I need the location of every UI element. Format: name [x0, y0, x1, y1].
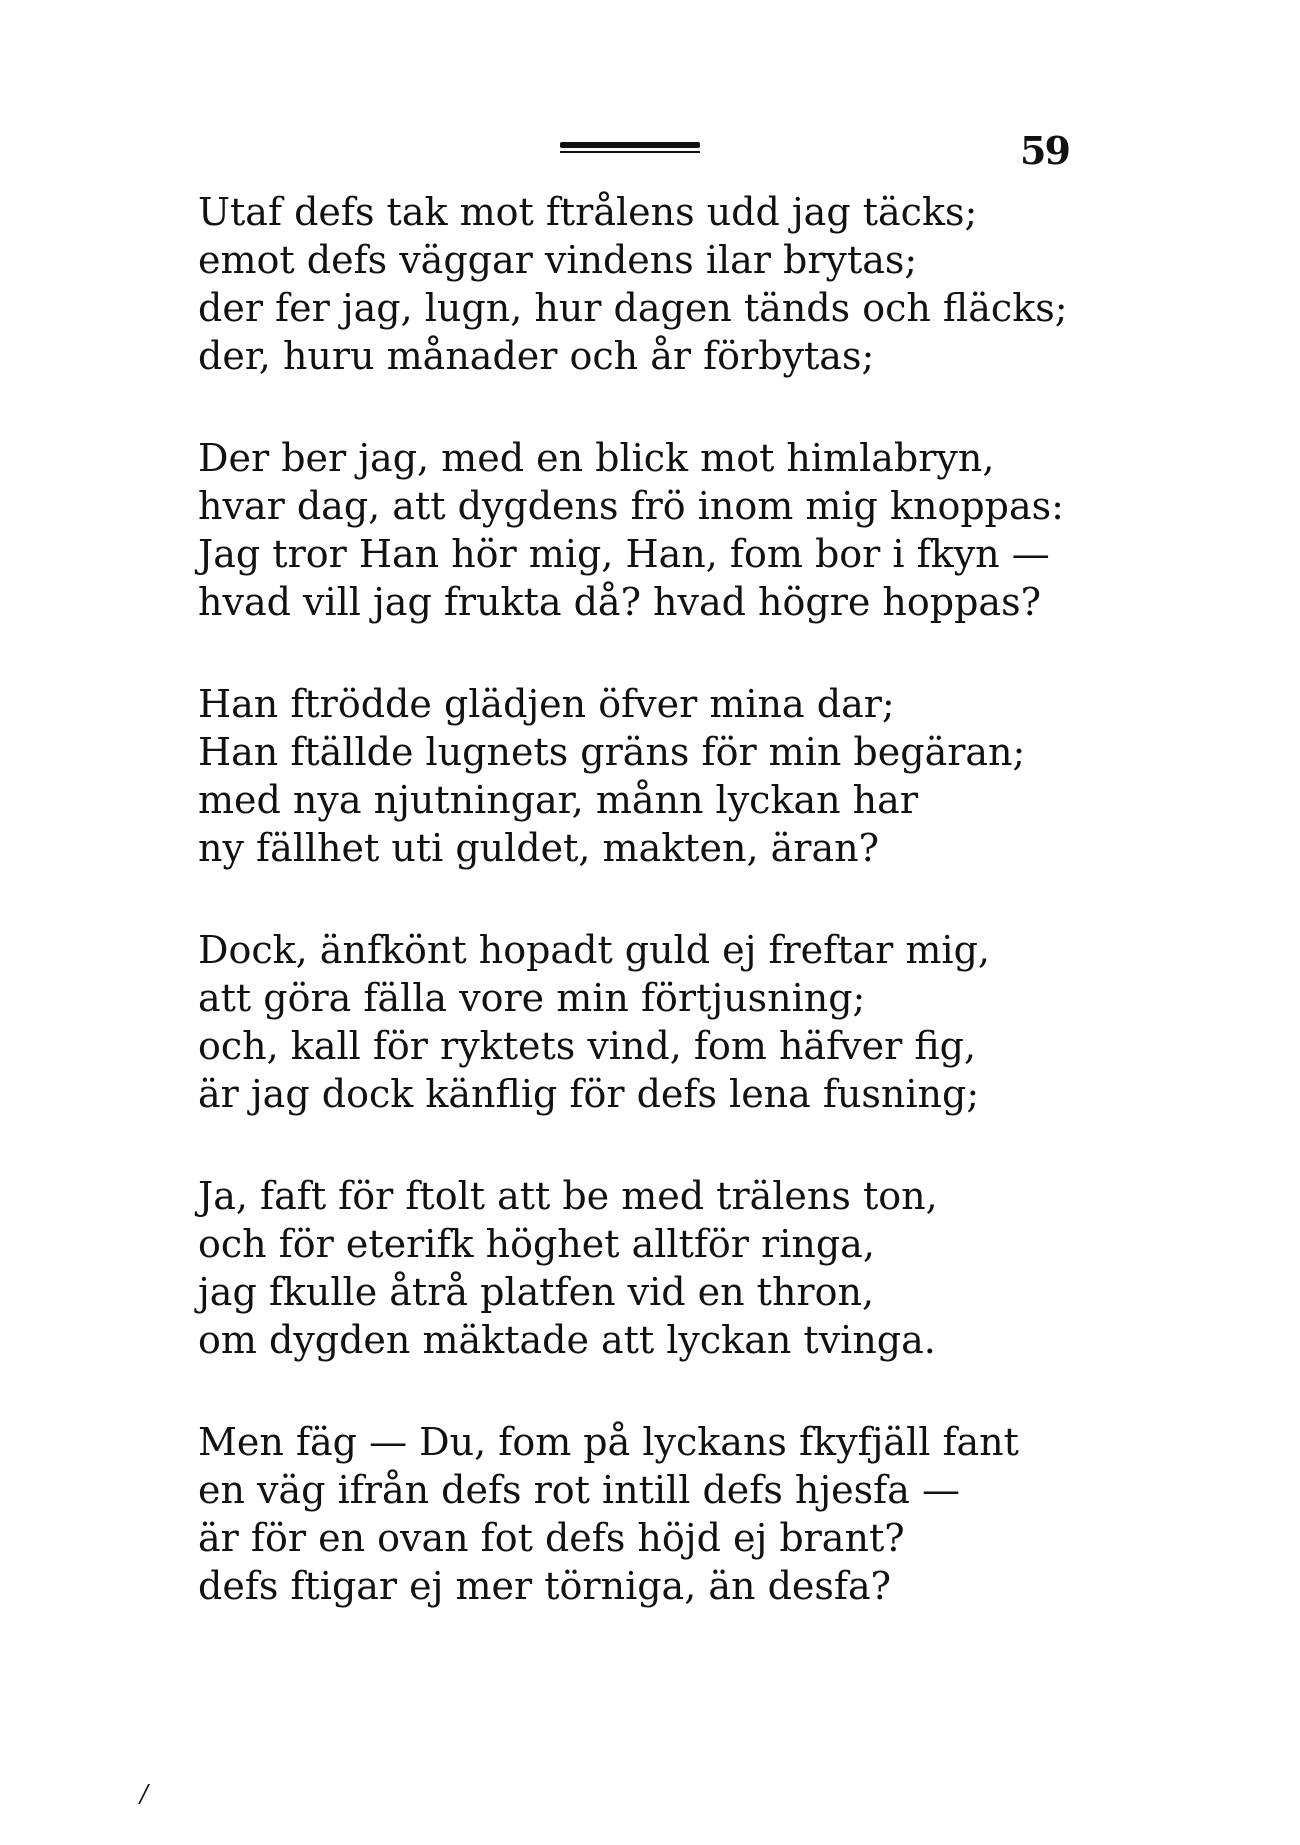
page-number: 59 [1020, 128, 1069, 173]
stanza-6 [198, 1418, 1098, 1610]
poem-line: Jag tror Han hör mig, Han, fom bor i fkyn — [198, 532, 1050, 576]
poem-line: emot defs väggar vindens ilar brytas; [198, 238, 918, 282]
poem-line: ny fällhet uti guldet, makten, äran? [198, 826, 879, 870]
poem-line: är jag dock känflig för defs lena fusning; [198, 1072, 980, 1116]
poem-line: hvar dag, att dygdens frö inom mig knoppas: [198, 484, 1064, 528]
poem-line: Dock, änfkönt hopadt guld ej freftar mig, [198, 928, 990, 972]
poem-line: Han ftrödde glädjen öfver mina dar; [198, 682, 895, 726]
stanza-1 [198, 188, 1098, 380]
poem [198, 188, 1098, 1664]
stanza-5 [198, 1172, 1098, 1364]
stanza-3 [198, 680, 1098, 872]
poem-line: om dygden mäktade att lyckan tvinga. [198, 1318, 936, 1362]
poem-line: och för eterifk höghet alltför ringa, [198, 1222, 875, 1266]
poem-line: jag fkulle åtrå platfen vid en thron, [198, 1270, 875, 1314]
stanza-2 [198, 434, 1098, 626]
header-ornament-rule [560, 142, 700, 148]
poem-line: att göra fälla vore min förtjusning; [198, 976, 866, 1020]
margin-mark: / [140, 1780, 149, 1808]
poem-line: med nya njutningar, månn lyckan har [198, 778, 918, 822]
poem-line: Der ber jag, med en blick mot himlabryn, [198, 436, 995, 480]
poem-line: der fer jag, lugn, hur dagen tänds och fläcks; [198, 286, 1068, 330]
poem-line: Utaf defs tak mot ftrålens udd jag täcks; [198, 190, 978, 234]
poem-line: Men fäg — Du, fom på lyckans fkyfjäll fant [198, 1420, 1019, 1464]
poem-line: Ja, faft för ftolt att be med trälens ton, [198, 1174, 938, 1218]
poem-line: en väg ifrån defs rot intill defs hjesfa — [198, 1468, 960, 1512]
poem-line: der, huru månader och år förbytas; [198, 334, 875, 378]
poem-line: hvad vill jag frukta då? hvad högre hoppas? [198, 580, 1041, 624]
poem-line: är för en ovan fot defs höjd ej brant? [198, 1516, 905, 1560]
poem-line: och, kall för ryktets vind, fom häfver fig, [198, 1024, 977, 1068]
stanza-4 [198, 926, 1098, 1118]
poem-line: Han ftällde lugnets gräns för min begäran; [198, 730, 1026, 774]
poem-line: defs ftigar ej mer törniga, än desfa? [198, 1564, 891, 1608]
